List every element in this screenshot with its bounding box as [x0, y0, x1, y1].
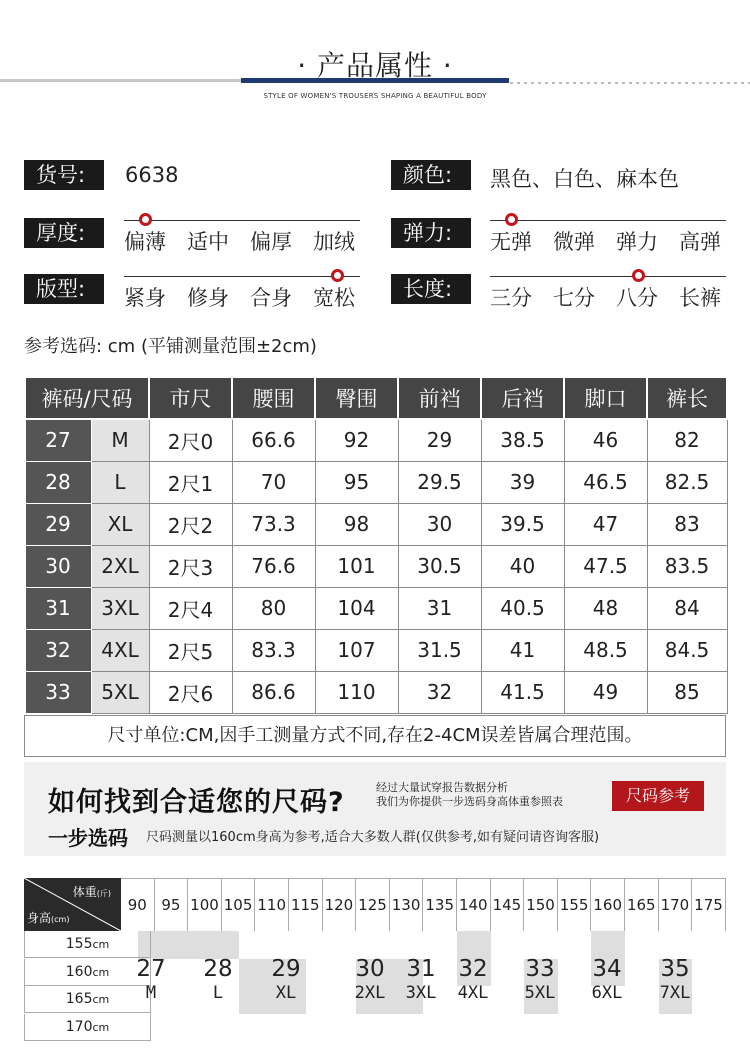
table-cell: 76.6	[232, 545, 315, 587]
table-cell: 2尺6	[149, 671, 232, 713]
size-recommendation	[391, 956, 451, 1004]
size-label: 5XL	[524, 983, 556, 1003]
step-description: 尺码测量以160cm身高为参考,适合大多数人群(仅供参考,如有疑问请咨询客服)	[146, 830, 600, 845]
fit-scale-line	[124, 276, 360, 277]
table-row	[25, 629, 727, 671]
table-row	[25, 671, 727, 713]
size-recommendation	[256, 956, 316, 1004]
table-cell: 2尺1	[149, 461, 232, 503]
size-recommendation	[645, 956, 705, 1004]
table-cell: 110	[315, 671, 398, 713]
table-cell: 84	[647, 587, 727, 629]
table-cell: 98	[315, 503, 398, 545]
size-recommendation	[188, 956, 248, 1004]
weight-header-cell: 155	[558, 878, 592, 931]
elasticity-options	[490, 226, 729, 256]
table-cell: 32	[398, 671, 481, 713]
size-recommendation	[577, 956, 637, 1004]
weight-header-cell: 150	[524, 878, 558, 931]
fit-option: 修身	[187, 286, 229, 310]
weight-header-cell: 130	[390, 878, 424, 931]
length-option: 三分	[490, 286, 532, 310]
finder-desc-line: 我们为你提供一步选码身高体重参照表	[376, 795, 563, 808]
height-row-label: 170cm	[24, 1014, 151, 1041]
table-footnote: 尺寸单位:CM,因手工测量方式不同,存在2-4CM误差皆属合理范围。	[24, 715, 726, 757]
table-cell: 92	[315, 419, 398, 461]
size-number: 33	[525, 956, 555, 982]
size-number: 35	[660, 956, 690, 982]
elasticity-scale-line	[490, 220, 726, 221]
table-cell: 83	[647, 503, 727, 545]
weight-header-cell: 175	[692, 878, 726, 931]
elasticity-option: 高弹	[679, 230, 721, 254]
finder-description	[376, 781, 563, 809]
table-cell: 85	[647, 671, 727, 713]
size-number: 27	[136, 956, 166, 982]
size-recommendation	[121, 956, 181, 1004]
size-number: 34	[592, 956, 622, 982]
table-cell: 33	[25, 671, 91, 713]
table-cell: 38.5	[481, 419, 564, 461]
weight-header-cell: 165	[625, 878, 659, 931]
length-option: 八分	[616, 286, 658, 310]
table-cell: 47.5	[564, 545, 647, 587]
table-row	[25, 545, 727, 587]
table-cell: 2尺0	[149, 419, 232, 461]
size-label: XL	[275, 983, 297, 1003]
table-cell: 29.5	[398, 461, 481, 503]
page-subtitle: STYLE OF WOMEN'S TROUSERS SHAPING A BEAUTIFUL BODY	[263, 92, 487, 100]
thickness-selected-marker	[139, 213, 152, 226]
table-cell: 27	[25, 419, 91, 461]
table-cell: 29	[398, 419, 481, 461]
table-cell: 47	[564, 503, 647, 545]
table-cell: 48	[564, 587, 647, 629]
col-header: 市尺	[149, 377, 232, 419]
table-cell: 32	[25, 629, 91, 671]
length-label: 长度:	[391, 274, 471, 304]
step-title: 一步选码	[48, 826, 128, 850]
table-cell: 2尺4	[149, 587, 232, 629]
size-number: 28	[203, 956, 233, 982]
weight-header-cell: 140	[457, 878, 491, 931]
table-cell: 41	[481, 629, 564, 671]
elasticity-selected-marker	[505, 213, 518, 226]
col-header: 裤长	[647, 377, 727, 419]
table-cell: 107	[315, 629, 398, 671]
fit-option: 宽松	[313, 286, 355, 310]
grid-band	[138, 931, 239, 959]
col-header: 腰围	[232, 377, 315, 419]
col-header: 脚口	[564, 377, 647, 419]
size-reference-button[interactable]: 尺码参考	[612, 781, 704, 811]
fit-options	[124, 282, 363, 312]
corner-weight-label: 体重(斤)	[72, 885, 111, 899]
finder-title: 如何找到合适您的尺码?	[48, 787, 345, 818]
size-label: 7XL	[659, 983, 691, 1003]
table-cell: 41.5	[481, 671, 564, 713]
weight-header-cell: 110	[255, 878, 289, 931]
table-cell: L	[91, 461, 149, 503]
table-cell: 104	[315, 587, 398, 629]
table-cell: 39	[481, 461, 564, 503]
table-row	[25, 461, 727, 503]
weight-header-cell: 135	[423, 878, 457, 931]
thickness-label: 厚度:	[24, 218, 104, 248]
fit-selected-marker	[331, 269, 344, 282]
elasticity-label: 弹力:	[391, 218, 471, 248]
length-options	[490, 282, 729, 312]
fit-option: 合身	[250, 286, 292, 310]
thickness-option: 偏厚	[250, 230, 292, 254]
height-row-label: 155cm	[24, 931, 151, 958]
weight-header-cell: 145	[491, 878, 525, 931]
table-cell: 2尺5	[149, 629, 232, 671]
table-cell: 66.6	[232, 419, 315, 461]
size-label: 4XL	[457, 983, 489, 1003]
thickness-options	[124, 226, 363, 256]
table-cell: 5XL	[91, 671, 149, 713]
col-header: 后裆	[481, 377, 564, 419]
elasticity-option: 弹力	[616, 230, 658, 254]
col-header: 前裆	[398, 377, 481, 419]
size-number: 29	[271, 956, 301, 982]
table-cell: 31	[398, 587, 481, 629]
table-cell: 49	[564, 671, 647, 713]
table-cell: 29	[25, 503, 91, 545]
table-cell: 48.5	[564, 629, 647, 671]
weight-header-cell: 125	[356, 878, 390, 931]
size-recommendation	[443, 956, 503, 1004]
weight-header-cell: 95	[155, 878, 189, 931]
item-no-value: 6638	[125, 163, 179, 187]
size-label: 6XL	[591, 983, 623, 1003]
table-cell: 40	[481, 545, 564, 587]
size-number: 32	[458, 956, 488, 982]
table-row	[25, 419, 727, 461]
weight-header-cell: 160	[591, 878, 625, 931]
corner-height-label: 身高(cm)	[27, 911, 70, 925]
size-label: 3XL	[405, 983, 437, 1003]
weight-header-cell: 90	[121, 878, 155, 931]
col-header: 裤码/尺码	[25, 377, 149, 419]
size-recommendation	[510, 956, 570, 1004]
table-cell: 95	[315, 461, 398, 503]
weight-header-cell: 105	[222, 878, 256, 931]
table-cell: M	[91, 419, 149, 461]
weight-header-cell: 120	[323, 878, 357, 931]
item-no-label: 货号:	[24, 160, 104, 190]
size-number: 30	[355, 956, 385, 982]
table-cell: 28	[25, 461, 91, 503]
height-row-label: 160cm	[24, 959, 151, 986]
height-row-label: 165cm	[24, 986, 151, 1013]
table-row	[25, 503, 727, 545]
table-cell: 30	[398, 503, 481, 545]
table-row	[25, 587, 727, 629]
table-cell: 83.3	[232, 629, 315, 671]
size-label: L	[212, 983, 224, 1003]
size-table-header	[25, 377, 727, 419]
thickness-option: 加绒	[313, 230, 355, 254]
table-cell: 2尺3	[149, 545, 232, 587]
length-option: 长裤	[679, 286, 721, 310]
thickness-option: 适中	[187, 230, 229, 254]
table-cell: 70	[232, 461, 315, 503]
table-cell: XL	[91, 503, 149, 545]
table-cell: 30	[25, 545, 91, 587]
weight-header-cell: 115	[289, 878, 323, 931]
size-label: M	[145, 983, 157, 1003]
fit-option: 紧身	[124, 286, 166, 310]
length-option: 七分	[553, 286, 595, 310]
weight-header-cell: 170	[659, 878, 693, 931]
finder-desc-line: 经过大量试穿报告数据分析	[376, 781, 508, 794]
reference-note: 参考选码: cm (平铺测量范围±2cm)	[24, 336, 317, 357]
weight-header-cell: 100	[188, 878, 222, 931]
size-label: 2XL	[354, 983, 386, 1003]
table-cell: 3XL	[91, 587, 149, 629]
size-table	[24, 376, 728, 714]
table-cell: 2尺2	[149, 503, 232, 545]
height-weight-chart	[24, 878, 726, 1038]
chart-corner	[24, 878, 121, 931]
length-scale-line	[490, 276, 726, 277]
table-cell: 4XL	[91, 629, 149, 671]
elasticity-option: 无弹	[490, 230, 532, 254]
table-cell: 46.5	[564, 461, 647, 503]
col-header: 臀围	[315, 377, 398, 419]
color-label: 颜色:	[391, 160, 471, 190]
thickness-option: 偏薄	[124, 230, 166, 254]
thickness-scale-line	[124, 220, 360, 221]
table-cell: 82.5	[647, 461, 727, 503]
table-cell: 101	[315, 545, 398, 587]
table-cell: 84.5	[647, 629, 727, 671]
table-cell: 2XL	[91, 545, 149, 587]
table-cell: 40.5	[481, 587, 564, 629]
table-cell: 30.5	[398, 545, 481, 587]
fit-label: 版型:	[24, 274, 104, 304]
table-cell: 46	[564, 419, 647, 461]
length-selected-marker	[632, 269, 645, 282]
table-cell: 83.5	[647, 545, 727, 587]
table-cell: 80	[232, 587, 315, 629]
size-number: 31	[406, 956, 436, 982]
elasticity-option: 微弹	[553, 230, 595, 254]
table-cell: 39.5	[481, 503, 564, 545]
table-cell: 86.6	[232, 671, 315, 713]
page-title: · 产品属性 ·	[297, 49, 453, 82]
table-cell: 82	[647, 419, 727, 461]
table-cell: 31.5	[398, 629, 481, 671]
table-cell: 73.3	[232, 503, 315, 545]
table-cell: 31	[25, 587, 91, 629]
color-value: 黑色、白色、麻本色	[490, 167, 679, 191]
